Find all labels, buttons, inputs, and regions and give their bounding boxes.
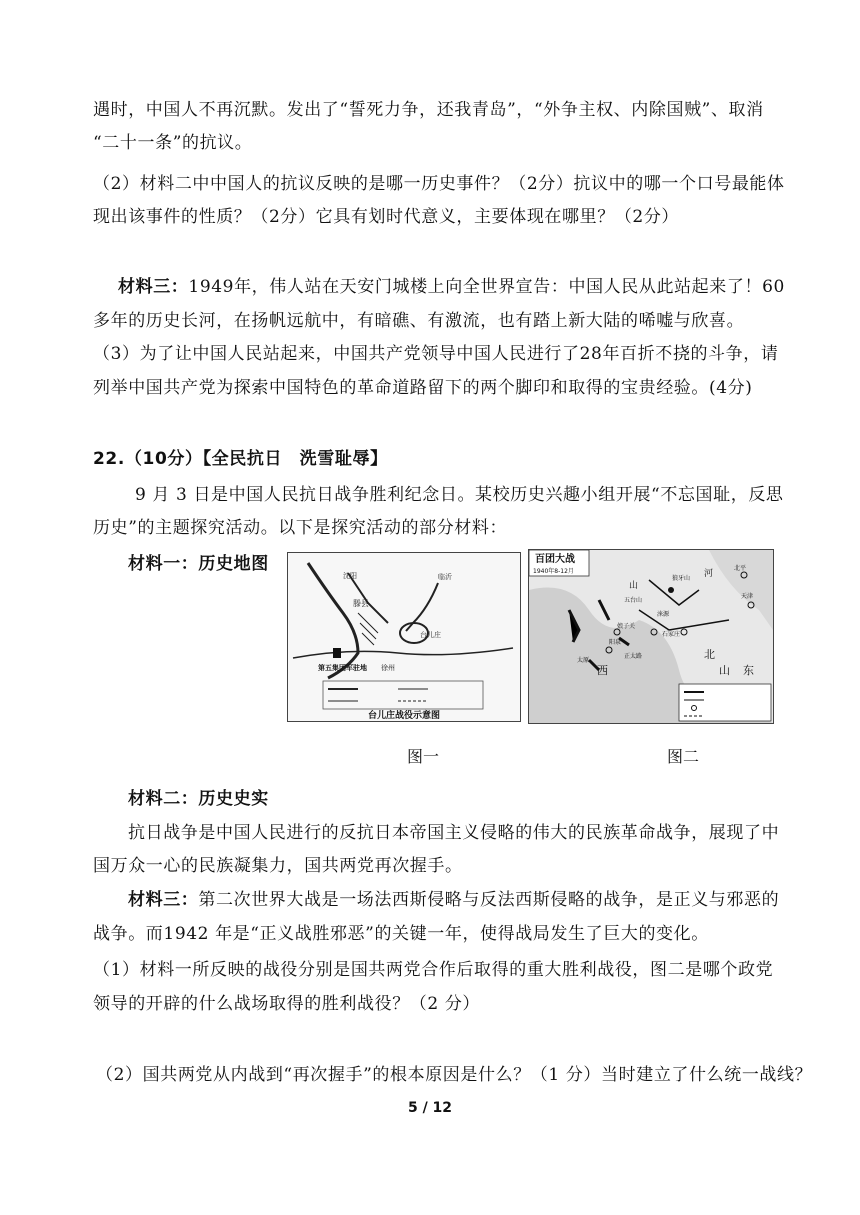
map-label: 北平 bbox=[734, 565, 747, 572]
question-22-heading: 22.（10分）【全民抗日 洗雪耻辱】 bbox=[93, 449, 388, 469]
map-date: 1940年8-12月 bbox=[533, 568, 574, 575]
map-label: 太原 bbox=[577, 657, 590, 664]
map-label: 北 bbox=[704, 648, 715, 661]
map-label: 第五集团军驻地 bbox=[318, 664, 367, 672]
material-2-text: 抗日战争是中国人民进行的反抗日本帝国主义侵略的伟大的民族革命战争，展现了中 bbox=[128, 823, 780, 843]
material-3-line1 bbox=[118, 275, 785, 299]
text-line: 遇时，中国人不再沉默。发出了“誓死力争，还我青岛”，“外争主权、内除国贼”、取消 bbox=[93, 100, 764, 120]
text-line: “二十一条”的抗议。 bbox=[93, 133, 253, 153]
material-1-label: 材料一：历史地图 bbox=[128, 554, 269, 574]
question-22-2: （2）国共两党从内战到“再次握手”的根本原因是什么？（1 分）当时建立了什么统一战线？ bbox=[96, 1065, 813, 1085]
map-taierzhuang bbox=[287, 552, 521, 722]
map-label: 西 bbox=[597, 664, 608, 677]
map-hundred-regiments bbox=[528, 549, 774, 724]
map-label: 徐州 bbox=[381, 664, 395, 672]
material-3b-label: 材料三： bbox=[128, 890, 199, 910]
question-2-cont: 现出该事件的性质？（2分）它具有划时代意义，主要体现在哪里？（2分） bbox=[93, 207, 680, 227]
material-3-label: 材料三： bbox=[118, 277, 189, 297]
material-3-text: 1949年，伟人站在天安门城楼上向全世界宣告：中国人民从此站起来了！60 bbox=[188, 277, 785, 297]
map-label: 沈阳 bbox=[343, 572, 357, 580]
material-2-label: 材料二：历史史实 bbox=[128, 789, 269, 809]
question-22-1: （1）材料一所反映的战役分别是国共两党合作后取得的重大胜利战役，图二是哪个政党 bbox=[93, 960, 774, 980]
map-title: 台儿庄战役示意图 bbox=[367, 711, 441, 721]
material-2-text-cont: 国万众一心的民族凝集力，国共两党再次握手。 bbox=[93, 856, 463, 876]
map-label: 正太路 bbox=[624, 653, 643, 660]
map-label: 河 bbox=[704, 569, 714, 579]
map-label: 阳泉 bbox=[609, 639, 622, 646]
map-taierzhuang-drawing bbox=[288, 553, 520, 721]
page-number: 5 / 12 bbox=[407, 1100, 453, 1116]
question-3-cont: 列举中国共产党为探索中国特色的革命道路留下的两个脚印和取得的宝贵经验。(4分) bbox=[93, 378, 753, 398]
material-3b-line2: 战争。而1942 年是“正义战胜邪恶”的关键一年，使得战局发生了巨大的变化。 bbox=[93, 924, 709, 944]
q22-intro-cont: 历史”的主题探究活动。以下是探究活动的部分材料： bbox=[93, 518, 508, 538]
question-22-1-cont: 领导的开辟的什么战场取得的胜利战役？（2 分） bbox=[93, 994, 481, 1014]
material-3-line2: 多年的历史长河，在扬帆远航中，有暗礁、有激流，也有踏上新大陆的唏嘘与欣喜。 bbox=[93, 311, 745, 331]
question-2: （2）材料二中中国人的抗议反映的是哪一历史事件？（2分）抗议中的哪一个口号最能体 bbox=[93, 174, 785, 194]
map-label: 石家庄 bbox=[662, 631, 681, 638]
map-label: 山 bbox=[629, 581, 639, 591]
figure-1-caption: 图一 bbox=[407, 747, 440, 766]
figure-2-caption: 图二 bbox=[667, 747, 700, 766]
map-label: 东 bbox=[743, 664, 754, 677]
map-label: 娘子关 bbox=[617, 623, 636, 630]
map-title: 百团大战 bbox=[535, 554, 575, 565]
map-label: 滕县 bbox=[353, 599, 369, 608]
map-label: 五台山 bbox=[624, 597, 643, 604]
map-label: 天津 bbox=[741, 593, 754, 600]
material-3b-text: 第二次世界大战是一场法西斯侵略与反法西斯侵略的战争，是正义与邪恶的 bbox=[198, 890, 780, 910]
material-3b-line1 bbox=[128, 888, 779, 912]
q22-intro: 9 月 3 日是中国人民抗日战争胜利纪念日。某校历史兴趣小组开展“不忘国耻，反思 bbox=[135, 485, 784, 505]
map-label: 临沂 bbox=[438, 573, 452, 581]
map-hundred-regiments-drawing bbox=[529, 550, 773, 723]
map-label: 狼牙山 bbox=[672, 575, 691, 582]
question-3: （3）为了让中国人民站起来，中国共产党领导中国人民进行了28年百折不挠的斗争，请 bbox=[93, 344, 779, 364]
map-label: 涞源 bbox=[657, 611, 670, 618]
map-label: 台儿庄 bbox=[420, 631, 441, 639]
map-label: 山 bbox=[719, 664, 730, 677]
